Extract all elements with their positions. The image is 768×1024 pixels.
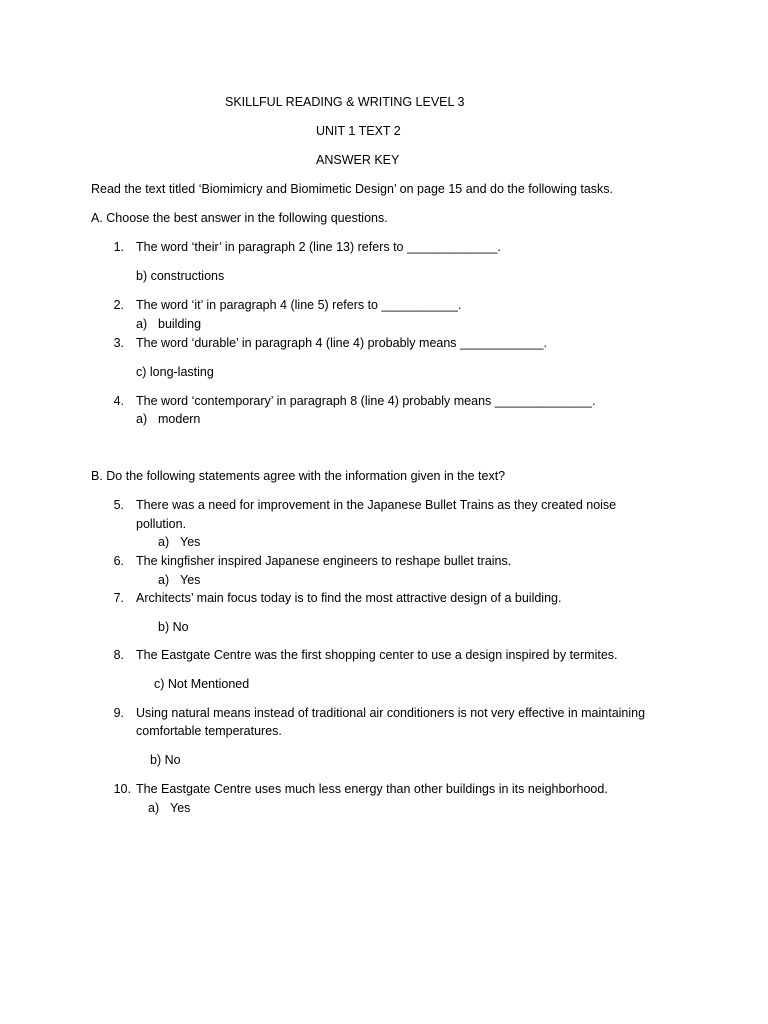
answer-text: b) constructions (136, 269, 225, 283)
question-number: 9. (113, 706, 124, 720)
question-text: The Eastgate Centre uses much less energy than other buildings in its neighborhood. (136, 782, 608, 796)
answer-text: modern (158, 412, 201, 426)
question-text: pollution. (136, 517, 187, 531)
answer-text: c) Not Mentioned (154, 677, 250, 691)
question-text: There was a need for improvement in the Japanese Bullet Trains as they created noise (136, 498, 617, 512)
answer-letter: a) (158, 573, 170, 587)
answer-letter: a) (136, 317, 148, 331)
question-text: The word ‘their’ in paragraph 2 (line 13) refers to _____________. (136, 240, 501, 254)
instruction-text: Read the text titled ‘Biomimicry and Biomimetic Design’ on page 15 and do the following tasks. (91, 182, 614, 196)
question-number: 6. (113, 554, 124, 568)
answer-text: building (158, 317, 202, 331)
question-number: 8. (113, 648, 124, 662)
question-number: 4. (113, 394, 124, 408)
question-number: 5. (113, 498, 124, 512)
answer-text: c) long-lasting (136, 365, 214, 379)
question-text: The Eastgate Centre was the first shopping center to use a design inspired by termites. (136, 648, 618, 662)
question-number: 2. (113, 298, 124, 312)
answer-text: Yes (180, 535, 201, 549)
answer-option (136, 411, 200, 427)
document-subtitle: UNIT 1 TEXT 2 (316, 124, 401, 138)
question-number: 7. (113, 591, 124, 605)
answer-letter: a) (148, 801, 160, 815)
answer-option (136, 316, 201, 332)
answer-text: Yes (180, 573, 201, 587)
document-title: SKILLFUL READING & WRITING LEVEL 3 (225, 95, 465, 109)
section-a-heading: A. Choose the best answer in the following questions. (91, 211, 388, 225)
answer-option (158, 534, 200, 550)
question-number: 1. (113, 240, 124, 254)
question-number: 10. (113, 782, 131, 796)
question-text: The word ‘durable’ in paragraph 4 (line 4) probably means ____________. (136, 336, 547, 350)
question-text: Architects’ main focus today is to find the most attractive design of a building. (136, 591, 562, 605)
question-text: comfortable temperatures. (136, 724, 282, 738)
answer-option (158, 572, 200, 588)
answer-text: Yes (170, 801, 191, 815)
question-text: The word ‘contemporary’ in paragraph 8 (line 4) probably means ______________. (136, 394, 596, 408)
answer-text: b) No (150, 753, 181, 767)
answer-text: b) No (158, 620, 189, 634)
answer-letter: a) (136, 412, 148, 426)
answer-letter: a) (158, 535, 170, 549)
document-type: ANSWER KEY (316, 153, 400, 167)
question-text: The kingfisher inspired Japanese engineers to reshape bullet trains. (136, 554, 512, 568)
question-text: The word ‘it’ in paragraph 4 (line 5) refers to ___________. (136, 298, 462, 312)
answer-option (148, 800, 190, 816)
question-number: 3. (113, 336, 124, 350)
section-b-heading: B. Do the following statements agree with the information given in the text? (91, 469, 506, 483)
question-text: Using natural means instead of traditional air conditioners is not very effective in maintaining (136, 706, 646, 720)
